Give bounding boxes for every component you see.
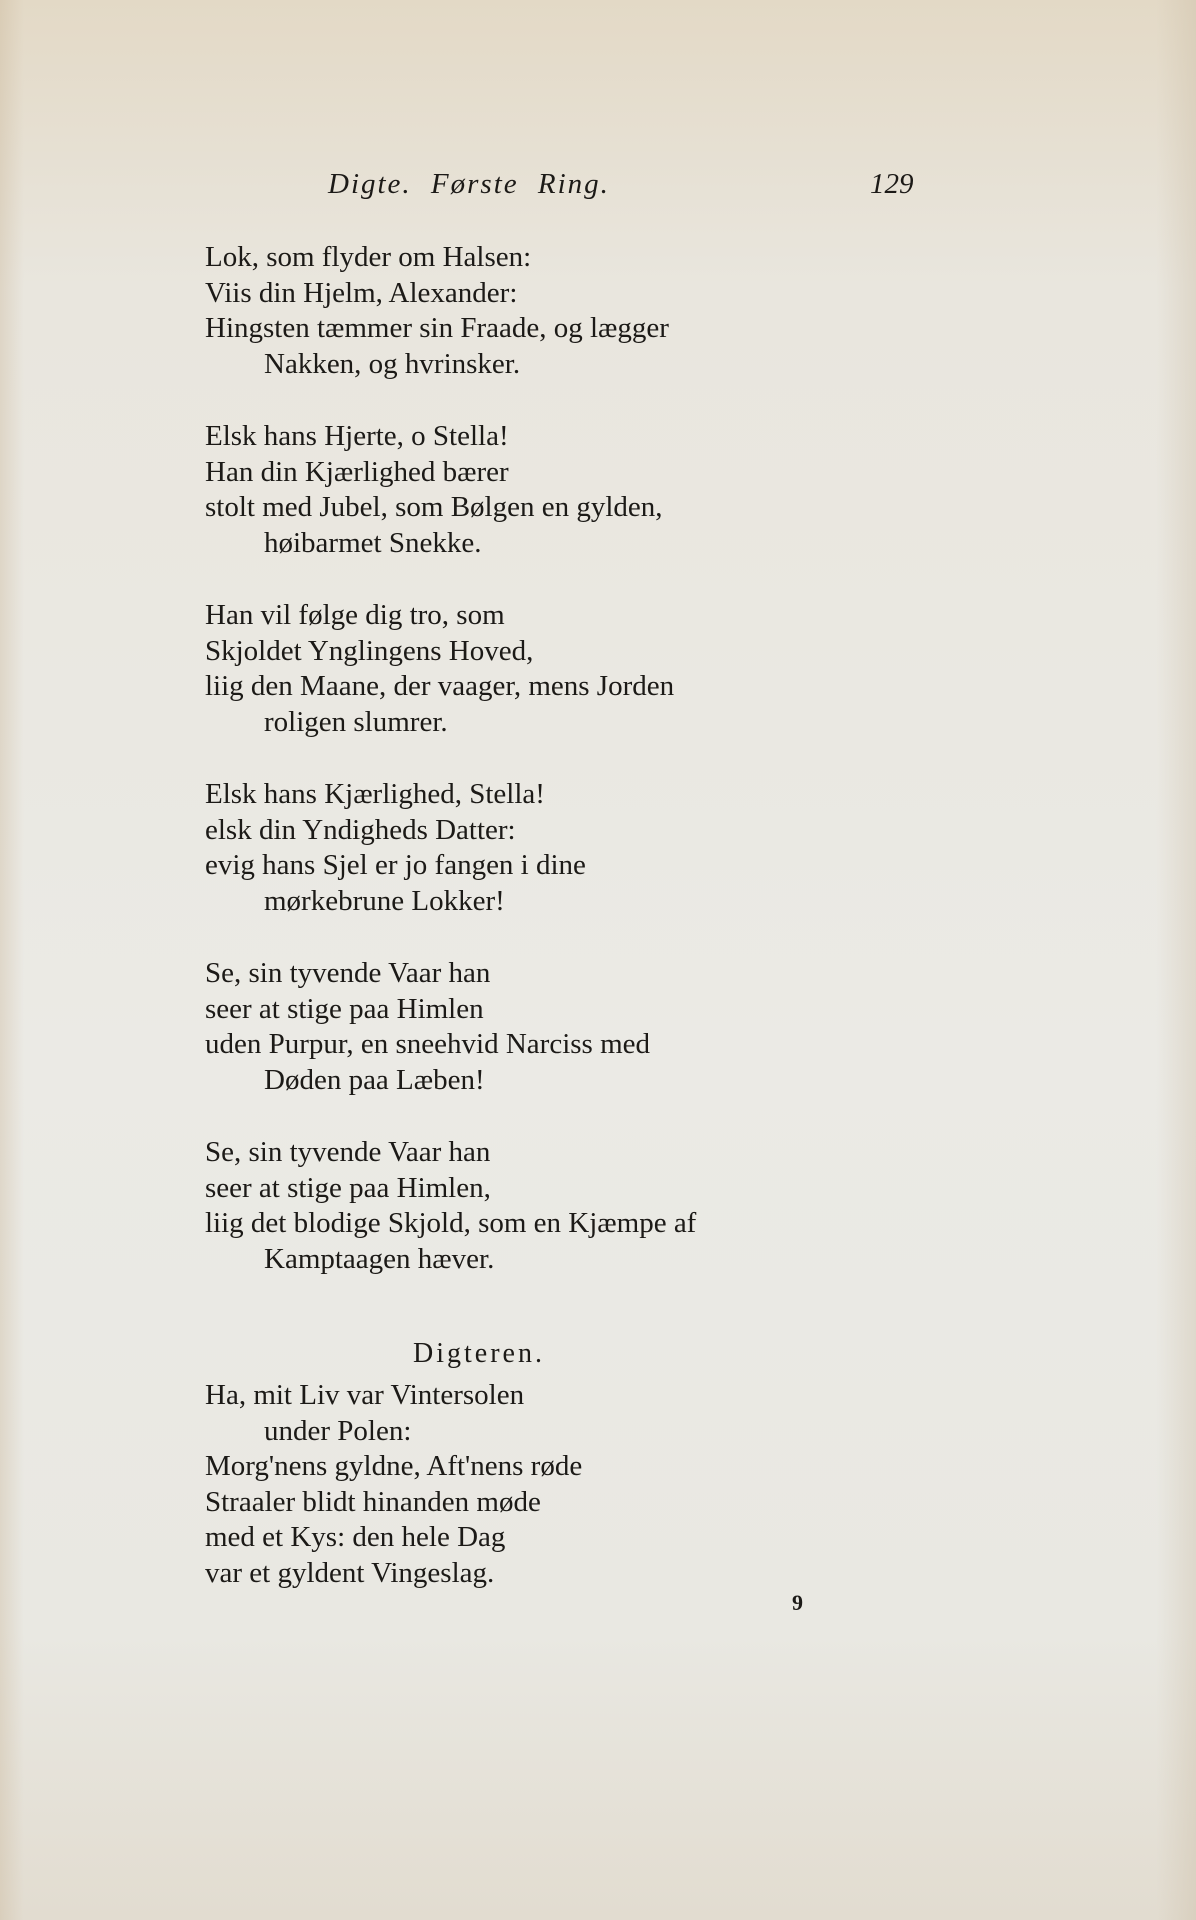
poem-line: Lok, som flyder om Halsen: xyxy=(205,241,532,273)
poem-line: Elsk hans Hjerte, o Stella! xyxy=(205,420,509,452)
section-heading: Digteren. xyxy=(413,1338,545,1369)
poem-line-indented: Kamptaagen hæver. xyxy=(264,1242,495,1275)
poem-line: Han vil følge dig tro, som xyxy=(205,599,505,631)
poem-line: med et Kys: den hele Dag xyxy=(205,1521,506,1553)
poem-line: liig det blodige Skjold, som en Kjæmpe af xyxy=(205,1207,697,1239)
poem-line: Elsk hans Kjærlighed, Stella! xyxy=(205,778,545,810)
poem-line: uden Purpur, en sneehvid Narciss med xyxy=(205,1028,651,1060)
stanza xyxy=(205,956,1105,1098)
poem-line: var et gyldent Vingeslag. xyxy=(205,1556,495,1589)
poem-line-indented: høibarmet Snekke. xyxy=(264,526,482,559)
poem-line-indented: Døden paa Læben! xyxy=(264,1063,485,1096)
second-poem-body xyxy=(205,1378,1105,1591)
page-edge-shadow-right xyxy=(1156,0,1196,1920)
signature-mark: 9 xyxy=(792,1590,803,1615)
poem-line: Viis din Hjelm, Alexander: xyxy=(205,276,518,309)
poem-line-indented: Nakken, og hvrinsker. xyxy=(264,347,521,380)
stanza xyxy=(205,419,1105,561)
poem-line: evig hans Sjel er jo fangen i dine xyxy=(205,849,586,881)
poem-line: elsk din Yndigheds Datter: xyxy=(205,813,516,846)
stanza xyxy=(205,598,1105,740)
poem-line: Se, sin tyvende Vaar han xyxy=(205,1136,491,1168)
page-number: 129 xyxy=(870,168,914,200)
poem-line: Se, sin tyvende Vaar han xyxy=(205,957,491,989)
running-title: Digte. Første Ring. xyxy=(328,168,610,200)
poem-line: Ha, mit Liv var Vintersolen xyxy=(205,1379,525,1411)
poem-line: stolt med Jubel, som Bølgen en gylden, xyxy=(205,491,663,523)
poem-line: Morg'nens gyldne, Aft'nens røde xyxy=(205,1450,583,1482)
poem-line: liig den Maane, der vaager, mens Jorden xyxy=(205,670,675,702)
poem-line-indented: roligen slumrer. xyxy=(264,705,448,738)
poem-line: Skjoldet Ynglingens Hoved, xyxy=(205,634,534,667)
poem-line: seer at stige paa Himlen xyxy=(205,992,484,1025)
poem-line: Straaler blidt hinanden møde xyxy=(205,1485,541,1518)
page-edge-shadow-left xyxy=(0,0,24,1920)
stanza xyxy=(205,240,1105,382)
poem-line-indented: mørkebrune Lokker! xyxy=(264,884,505,917)
poem-line: Hingsten tæmmer sin Fraade, og lægger xyxy=(205,312,669,344)
poem-body xyxy=(205,240,1105,1314)
poem-line-indented: under Polen: xyxy=(264,1414,412,1447)
poem-line: Han din Kjærlighed bærer xyxy=(205,455,509,488)
stanza xyxy=(205,777,1105,919)
stanza xyxy=(205,1135,1105,1277)
poem-line: seer at stige paa Himlen, xyxy=(205,1171,491,1204)
